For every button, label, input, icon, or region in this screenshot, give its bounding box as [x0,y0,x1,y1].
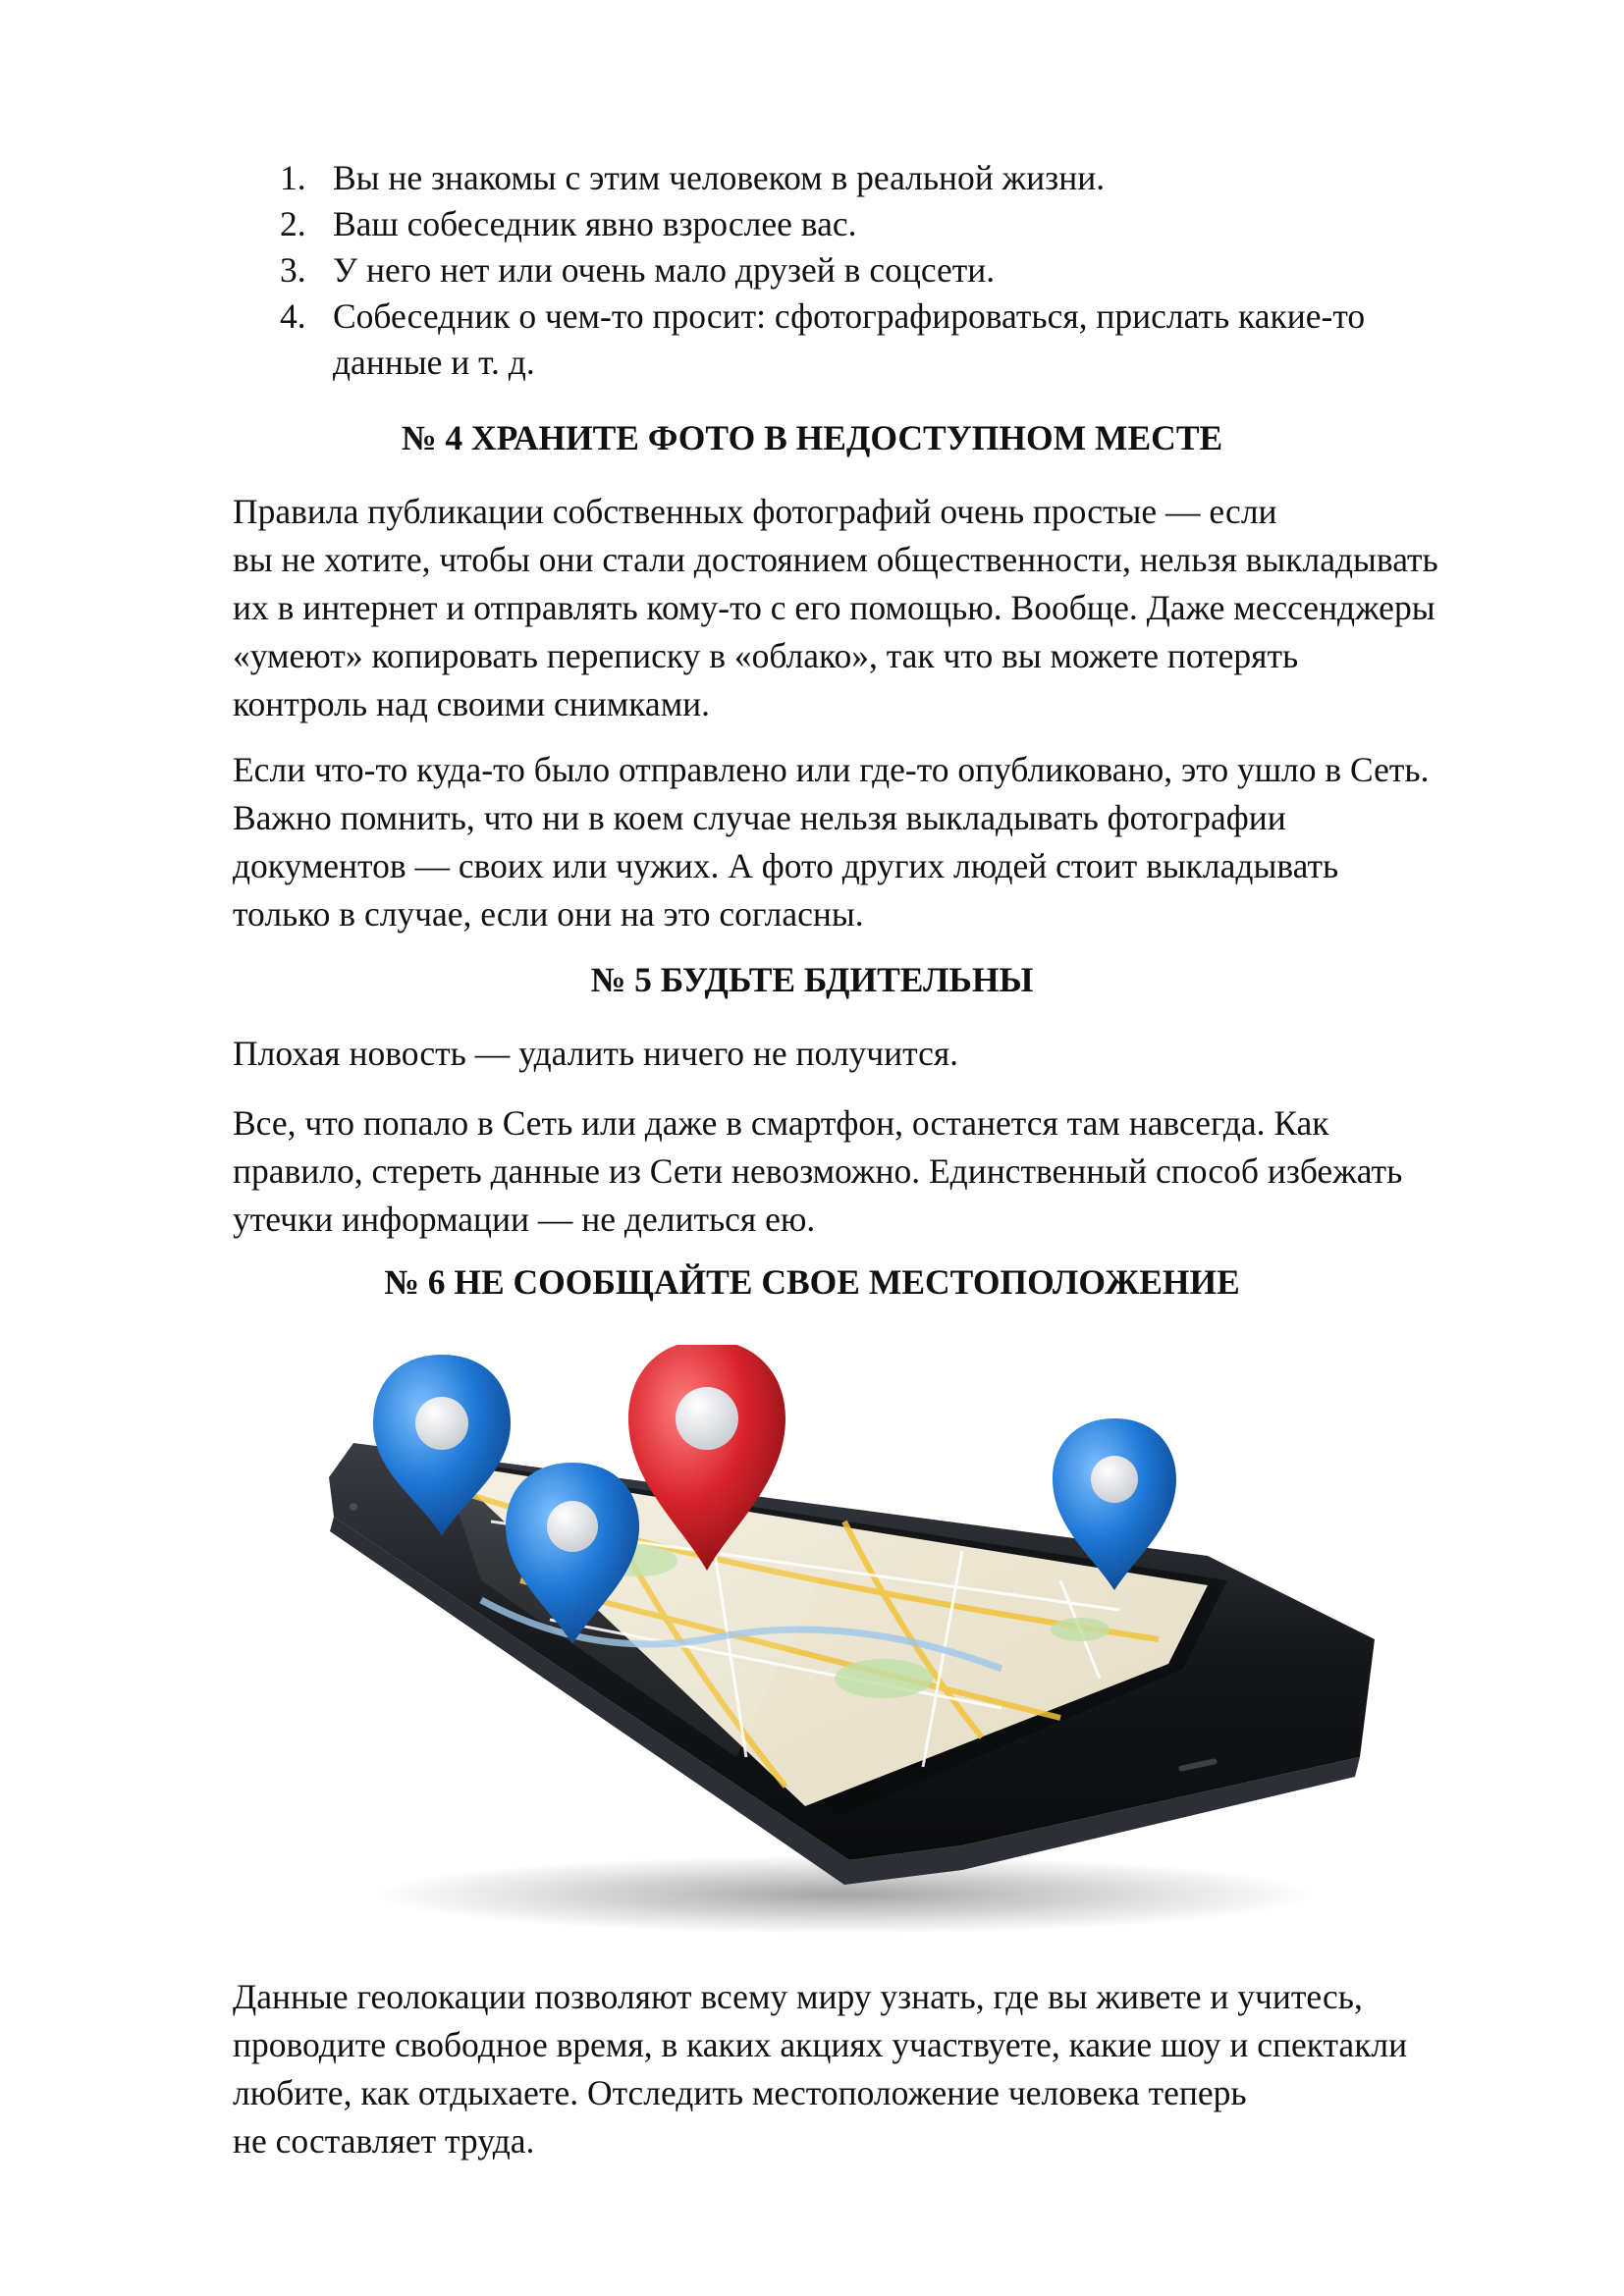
section-5-heading: № 5 БУДЬТЕ БДИТЕЛЬНЫ [590,960,1034,999]
text-line: любите, как отдыхаете. Отследить местоположение человека теперь [233,2073,1247,2112]
text-line: вы не хотите, чтобы они стали достоянием общественности, нельзя выкладывать [233,540,1438,579]
list-item-number: 4. [280,296,306,336]
section-4-paragraph-2 [233,746,1568,938]
list-item-number: 3. [280,250,306,290]
text-line: «умеют» копировать переписку в «облако», так что вы можете потерять [233,636,1299,675]
text-line: Данные геолокации позволяют всему миру узнать, где вы живете и учитесь, [233,1977,1363,2016]
list-item-text: данные и т. д. [333,343,535,382]
text-line: Правила публикации собственных фотографий очень простые — если [233,492,1277,531]
section-6-paragraph-1 [233,1973,1568,2165]
section-4-paragraph-1 [233,488,1568,728]
phone-speaker [350,1503,357,1511]
list-item [233,294,1539,386]
list-item [233,155,1539,201]
section-5-paragraph-1 [233,1030,1568,1078]
text-line: Плохая новость — удалить ничего не получится. [233,1034,959,1073]
warning-signs-list [233,155,1539,386]
text-line: правило, стереть данные из Сети невозможно. Единственный способ избежать [233,1151,1403,1191]
text-line: Все, что попало в Сеть или даже в смартфон, останется там навсегда. Как [233,1103,1329,1143]
text-line: утечки информации — не делиться ею. [233,1200,816,1239]
list-item-text: Вы не знакомы с этим человеком в реальной жизни. [333,158,1106,197]
section-4-heading: № 4 ХРАНИТЕ ФОТО В НЕДОСТУПНОМ МЕСТЕ [401,418,1223,457]
smartphone-map-pins-illustration [295,1345,1424,1934]
section-6-heading: № 6 НЕ СООБЩАЙТЕ СВОЕ МЕСТОПОЛОЖЕНИЕ [384,1262,1240,1302]
list-item-text: У него нет или очень мало друзей в соцсети. [333,250,996,290]
text-line: их в интернет и отправлять кому-то с его помощью. Вообще. Даже мессенджеры [233,588,1435,627]
list-item-number: 1. [280,158,306,197]
text-line: не составляет труда. [233,2121,535,2161]
text-line: Важно помнить, что ни в коем случае нельзя выкладывать фотографии [233,798,1286,837]
text-line: только в случае, если они на это согласны. [233,894,864,934]
list-item-number: 2. [280,204,306,243]
list-item [233,201,1539,247]
list-item-text: Собеседник о чем-то просит: сфотографироваться, прислать какие-то [333,296,1366,336]
text-line: документов — своих или чужих. А фото других людей стоит выкладывать [233,846,1339,885]
text-line: Если что-то куда-то было отправлено или где-то опубликовано, это ушло в Сеть. [233,750,1430,789]
list-item-text: Ваш собеседник явно взрослее вас. [333,204,857,243]
text-line: контроль над своими снимками. [233,684,711,723]
text-line: проводите свободное время, в каких акциях участвуете, какие шоу и спектакли [233,2025,1408,2064]
smartphone-map-icon [295,1345,1424,1934]
section-5-paragraph-2 [233,1099,1568,1244]
list-item [233,247,1539,294]
